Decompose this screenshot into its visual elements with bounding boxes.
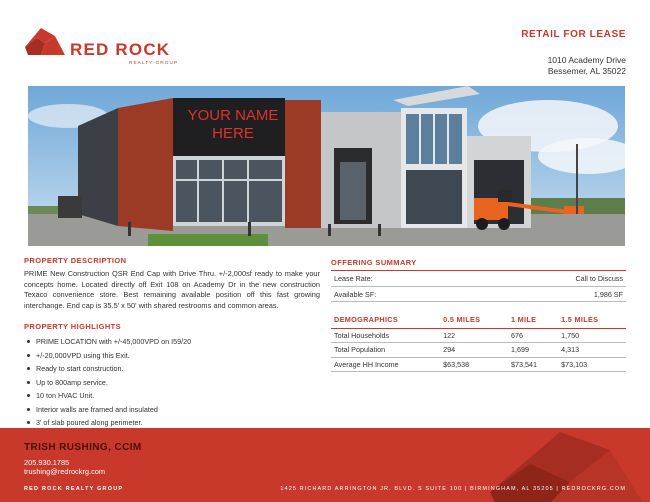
address-line1: 1010 Academy Drive <box>547 55 626 65</box>
table-row <box>331 357 626 372</box>
listing-type: RETAIL FOR LEASE <box>521 29 626 40</box>
property-address <box>521 55 626 77</box>
list-item: PRIME LOCATION with +/-45,000VPD on I59/20 <box>24 335 320 349</box>
table-cell: Total Households <box>331 328 440 343</box>
agent-email[interactable]: trushing@redrockrg.com <box>24 467 106 476</box>
available-sf-label: Available SF: <box>334 289 377 299</box>
property-description-title: PROPERTY DESCRIPTION <box>24 256 127 265</box>
table-cell: 676 <box>508 328 558 343</box>
list-item: +/-20,000VPD using this Exit. <box>24 349 320 363</box>
property-description-text: PRIME New Construction QSR End Cap with Drive Thru. +/-2,000sf ready to make your concepts home. Located directly off Exit 108 on Academy Dr in the new construction Texaco convenience store. Best remaining available position off this fast growing interchange. End cap is 35.5' x 50' with shared restrooms and common areas. <box>24 269 320 310</box>
table-cell: $73,541 <box>508 357 558 372</box>
left-column <box>24 256 320 430</box>
list-item: 3' of slab poured along perimeter. <box>24 416 320 430</box>
sign-line2: HERE <box>212 125 254 142</box>
property-photo <box>28 86 625 246</box>
footer <box>0 428 650 502</box>
lease-rate-value: Call to Discuss <box>575 274 623 283</box>
table-cell: 294 <box>440 343 508 358</box>
logo-subtitle: REALTY GROUP <box>129 61 179 66</box>
table-row <box>331 287 626 303</box>
table-row <box>331 328 626 343</box>
table-cell: 122 <box>440 328 508 343</box>
table-row <box>331 271 626 287</box>
right-column <box>331 258 626 372</box>
sign-line1: YOUR NAME <box>187 107 279 124</box>
list-item: 10 ton HVAC Unit. <box>24 389 320 403</box>
offering-summary-title: OFFERING SUMMARY <box>331 258 626 271</box>
agent-name: TRISH RUSHING, CCIM <box>24 442 142 453</box>
table-header-row <box>331 314 626 328</box>
table-cell: Total Population <box>331 343 440 358</box>
column-header: 1 MILE <box>508 314 558 328</box>
table-cell: $73,103 <box>558 357 626 372</box>
address-line2: Bessemer, AL 35022 <box>547 66 626 76</box>
available-sf-value: 1,986 SF <box>593 289 623 299</box>
list-item: Interior walls are framed and insulated <box>24 403 320 417</box>
logo-name: RED ROCK <box>70 40 171 59</box>
red-rock-logo-icon <box>24 25 66 57</box>
table-cell: $63,538 <box>440 357 508 372</box>
lease-rate-label: Lease Rate: <box>334 274 373 283</box>
company-logo <box>24 25 184 71</box>
table-cell: 4,313 <box>558 343 626 358</box>
column-header: 0.5 MILES <box>440 314 508 328</box>
list-item: Ready to start construction. <box>24 362 320 376</box>
table-cell: 1,750 <box>558 328 626 343</box>
footer-company: RED ROCK REALTY GROUP <box>24 486 124 492</box>
property-highlights-title: PROPERTY HIGHLIGHTS <box>24 322 122 331</box>
demographics-table <box>331 314 626 372</box>
table-row <box>331 343 626 358</box>
list-item: Up to 800amp service. <box>24 376 320 390</box>
table-cell: Average HH Income <box>331 357 440 372</box>
highlights-list <box>24 335 320 430</box>
table-cell: 1,699 <box>508 343 558 358</box>
column-header: 1.5 MILES <box>558 314 626 328</box>
listing-header <box>521 29 626 77</box>
agent-phone[interactable]: 205.930.1785 <box>24 458 70 467</box>
column-header: DEMOGRAPHICS <box>331 314 440 328</box>
footer-office-line: 1425 RICHARD ARRINGTON JR. BLVD. S SUITE 100 | BIRMINGHAM, AL 35205 | REDROCKRG.COM <box>280 486 626 492</box>
